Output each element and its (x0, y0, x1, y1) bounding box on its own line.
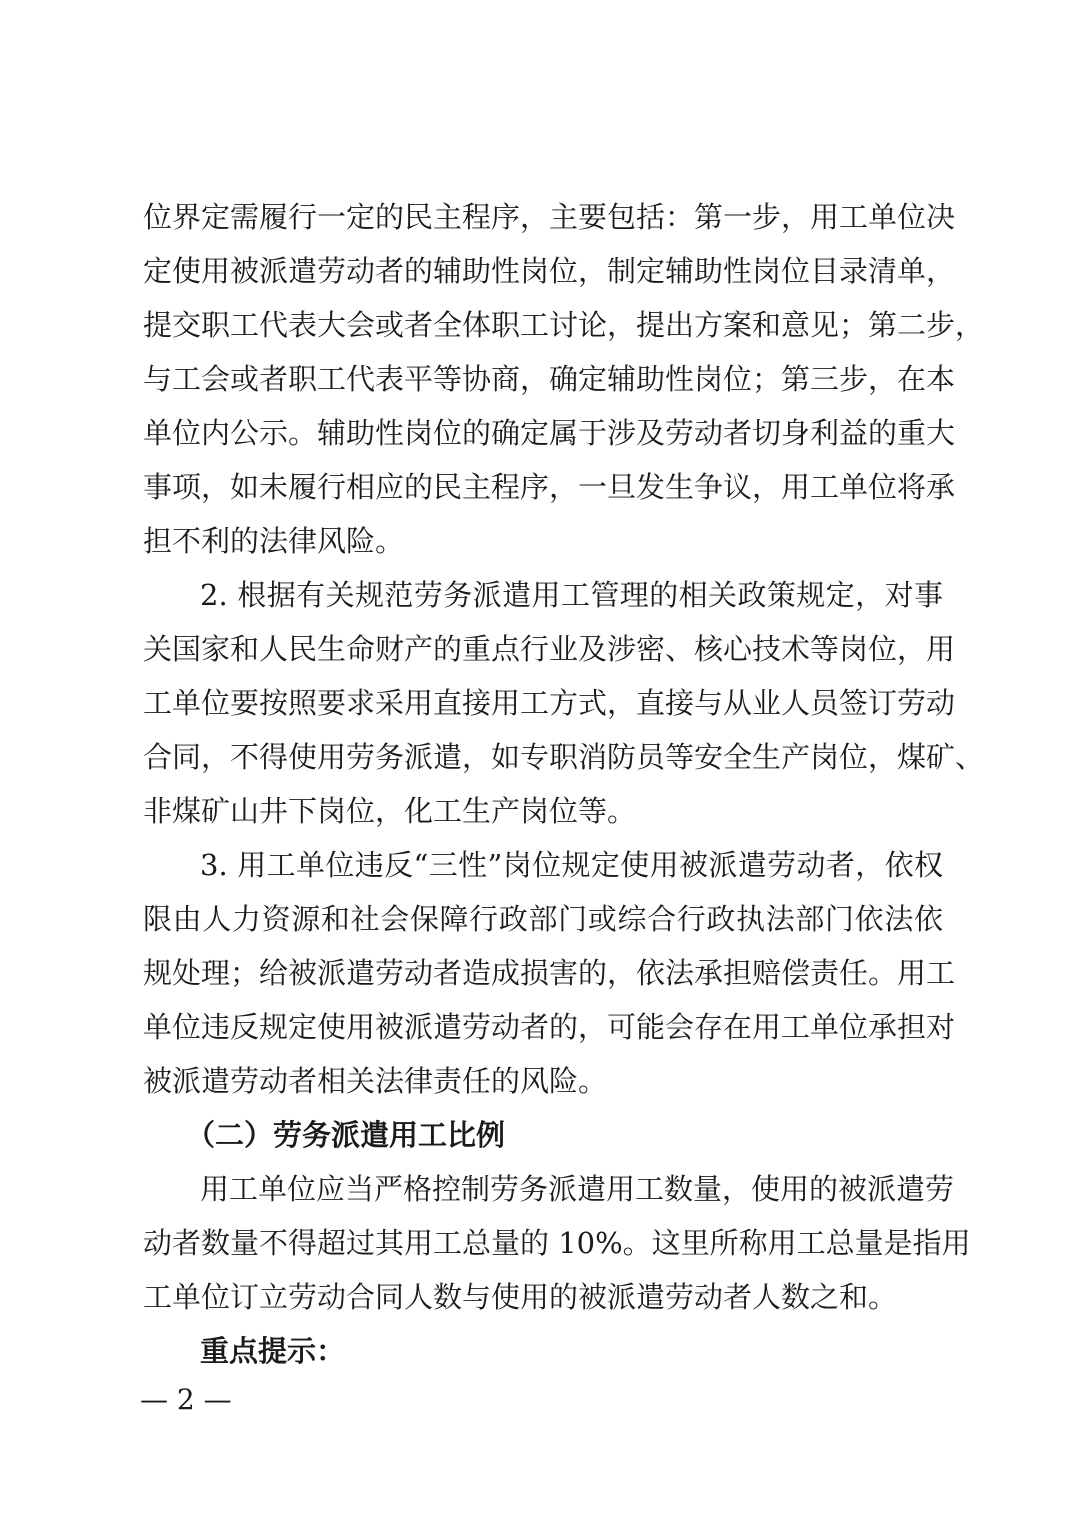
body-text-line: 提交职工代表大会或者全体职工讨论，提出方案和意见；第二步， (143, 308, 985, 342)
body-text-line: 限由人力资源和社会保障行政部门或综合行政执法部门依法依 (143, 902, 943, 936)
body-text-line: 定使用被派遣劳动者的辅助性岗位，制定辅助性岗位目录清单， (143, 254, 956, 288)
key-tip-heading: 重点提示： (200, 1334, 346, 1368)
body-text-line: 合同，不得使用劳务派遣，如专职消防员等安全生产岗位，煤矿、 (143, 740, 985, 774)
body-text-line: 事项，如未履行相应的民主程序，一旦发生争议，用工单位将承 (143, 470, 956, 504)
body-text-line: 与工会或者职工代表平等协商，确定辅助性岗位；第三步，在本 (143, 362, 956, 396)
body-text-line: 单位内公示。辅助性岗位的确定属于涉及劳动者切身利益的重大 (143, 416, 956, 450)
body-text-line: 单位违反规定使用被派遣劳动者的，可能会存在用工单位承担对 (143, 1010, 956, 1044)
body-text-line: 关国家和人民生命财产的重点行业及涉密、核心技术等岗位，用 (143, 632, 956, 666)
body-text-line: 工单位订立劳动合同人数与使用的被派遣劳动者人数之和。 (143, 1280, 898, 1314)
body-text-line: 非煤矿山井下岗位，化工生产岗位等。 (143, 794, 637, 828)
body-text-line: 用工单位应当严格控制劳务派遣用工数量，使用的被派遣劳 (200, 1172, 955, 1206)
section-heading: （二）劳务派遣用工比例 (186, 1118, 506, 1152)
body-text-line: 动者数量不得超过其用工总量的 10%。这里所称用工总量是指用 (143, 1226, 971, 1260)
body-text-line: 位界定需履行一定的民主程序，主要包括：第一步，用工单位决 (143, 200, 956, 234)
body-text-line: 工单位要按照要求采用直接用工方式，直接与从业人员签订劳动 (143, 686, 956, 720)
body-text-line: 被派遣劳动者相关法律责任的风险。 (143, 1064, 608, 1098)
body-text-line: 规处理；给被派遣劳动者造成损害的，依法承担赔偿责任。用工 (143, 956, 956, 990)
page-number: — 2 — (140, 1383, 232, 1416)
paragraph-item-2: 2. 根据有关规范劳务派遣用工管理的相关政策规定，对事 (200, 578, 943, 612)
paragraph-item-3: 3. 用工单位违反“三性”岗位规定使用被派遣劳动者，依权 (200, 848, 943, 882)
body-text-line: 担不利的法律风险。 (143, 524, 405, 558)
